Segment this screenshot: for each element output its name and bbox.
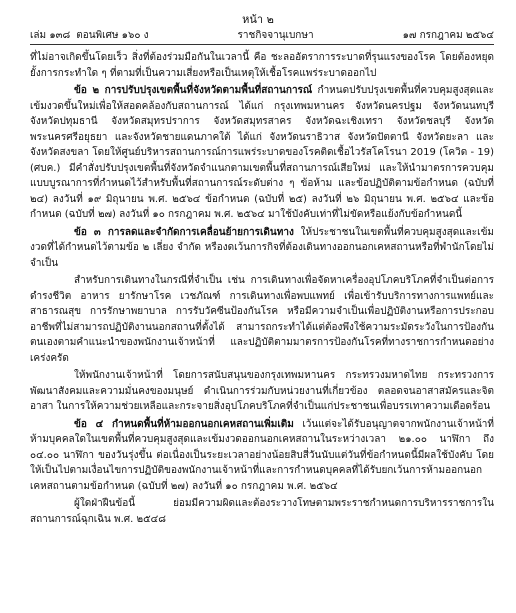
clause-3-paragraph-2: สำหรับการเดินทางในกรณีที่จำเป็น เช่น การเดินทางเพื่อจัดหาเครื่องอุปโภคบริโภคที่จำเป็นต่อการดำรงชีวิต อาหาร ยารักษาโรค เวชภัณฑ์ การเดินทางเพื่อพบแพทย์ เพื่อเข้ารับบริการทางการแพทย์และสาธารณสุข การรักษาพยาบาล การรับวัคซีนป้องกันโรค หรือมีความจำเป็นเพื่อปฏิบัติงานหรือการประกอบอาชีพที่ไม่สามารถปฏิบัติงานนอกสถานที่ตั้งได้ สามารถกระทำได้แต่ต้องพึงใช้ความระมัดระวังในการป้องกันตนเองตามคำแนะนำของพนักงานเจ้าหน้าที่ และปฏิบัติตามมาตรการป้องกันโรคที่ทางราชการกำหนดอย่างเคร่งครัด (30, 275, 494, 364)
clause-3-paragraph-3: ให้พนักงานเจ้าหน้าที่ โดยการสนับสนุนของกรุงเทพมหานคร กระทรวงมหาดไทย กระทรวงการพัฒนาสังคมและความมั่นคงของมนุษย์ ดำเนินการร่วมกับหน่วยงานที่เกี่ยวข้อง ตลอดจนอาสาสมัครและจิตอาสา ในการให้ความช่วยเหลือและกระจายสิ่งอุปโภคบริโภคที่จำเป็นแก่ประชาชนเพื่อบรรเทาความเดือดร้อน (30, 370, 494, 412)
volume-info (30, 28, 149, 43)
section-label: ตอนพิเศษ ๑๖๐ ง (76, 30, 149, 41)
gazette-header (30, 28, 494, 43)
clause-2-heading: ข้อ ๒ การปรับปรุงเขตพื้นที่จังหวัดตามพื้นที่สถานการณ์ (74, 85, 313, 96)
clause-4 (30, 417, 494, 495)
clause-3-text: ให้ประชาชนในเขตพื้นที่ควบคุมสูงสุดและเข้มงวดที่ได้กำหนดไว้ตามข้อ ๒ เลี่ยง จำกัด หรืองดเว้นการกิจที่ต้องเดินทางออกนอกเคหสถานหรือที่พำนักโดยไม่จำเป็น (30, 226, 494, 269)
document-body (30, 50, 494, 529)
clause-2 (30, 83, 494, 223)
clause-3 (30, 225, 494, 272)
clause-2-text: กำหนดปรับปรุงเขตพื้นที่ควบคุมสูงสุดและเข้มงวดขึ้นใหม่เพื่อให้สอดคล้องกับสถานการณ์ ได้แก่ กรุงเทพมหานคร จังหวัดนครปฐม จังหวัดนนทบุรี จังหวัดปทุมธานี จังหวัดสมุทรปราการ จังหวัดสมุทรสาคร จังหวัดฉะเชิงเทรา จังหวัดชลบุรี จังหวัดพระนครศรีอยุธยา และจังหวัดชายแดนภาคใต้ ได้แก่ จังหวัดนราธิวาส จังหวัดปัตตานี จังหวัดยะลา และจังหวัดสงขลา โดยให้ศูนย์บริหารสถานการณ์การแพร่ระบาดของโรคติดเชื้อไวรัสโคโรนา 2019 (โควิด - 19) (ศบค.) มีคำสั่งปรับปรุงเขตพื้นที่จังหวัดจำแนกตามเขตพื้นที่สถานการณ์เสียใหม่ และให้นำมาตรการควบคุมแบบบูรณาการที่กำหนดไว้สำหรับพื้นที่สถานการณ์ระดับต่าง ๆ ข้อห้าม และข้อปฏิบัติตามข้อกำหนด (ฉบับที่ ๒๔) ลงวันที่ ๑๙ มิถุนายน พ.ศ. ๒๕๖๔ ข้อกำหนด (ฉบับที่ ๒๕) ลงวันที่ ๒๖ มิถุนายน พ.ศ. ๒๕๖๔ และข้อกำหนด (ฉบับที่ ๒๗) ลงวันที่ ๑๐ กรกฎาคม พ.ศ. ๒๕๖๔ มาใช้บังคับเท่าที่ไม่ขัดหรือแย้งกับข้อกำหนดนี้ (30, 85, 495, 220)
page-number: หน้า ๒ (242, 13, 274, 26)
clause-4-text: เว้นแต่จะได้รับอนุญาตจากพนักงานเจ้าหน้าที่ ห้ามบุคคลใดในเขตพื้นที่ควบคุมสูงสุดและเข้มงวดออกนอกเคหสถานในระหว่างเวลา ๒๑.๐๐ นาฬิกา ถึง ๐๔.๐๐ นาฬิกา ของวันรุ่งขึ้น ต่อเนื่องเป็นระยะเวลาอย่างน้อยสิบสี่วันนับแต่วันที่ข้อกำหนดนี้มีผลใช้บังคับ โดยให้เป็นไปตามเงื่อนไขการปฏิบัติของพนักงานเจ้าหน้าที่และการกำหนดบุคคลที่ได้รับยกเว้นการห้ามออกนอกเคหสถานตามข้อกำหนด (ฉบับที่ ๒๗) ลงวันที่ ๑๐ กรกฎาคม พ.ศ. ๒๕๖๔ (30, 418, 494, 492)
volume-label: เล่ม ๑๓๘ (30, 30, 71, 41)
publication-date: ๑๗ กรกฎาคม ๒๕๖๔ (402, 30, 494, 41)
clause-3-heading: ข้อ ๓ การลดและจำกัดการเคลื่อนย้ายการเดินทาง (74, 226, 294, 238)
header-divider (30, 44, 494, 45)
clause-4-heading: ข้อ ๔ กำหนดพื้นที่ห้ามออกนอกเคหสถานเพิ่มเติม (74, 418, 294, 430)
clause-4-paragraph-2: ผู้ใดฝ่าฝืนข้อนี้ ย่อมมีความผิดและต้องระวางโทษตามพระราชกำหนดการบริหารราชการในสถานการณ์ฉุกเฉิน พ.ศ. ๒๕๔๘ (30, 498, 494, 525)
gazette-title: ราชกิจจานุเบกษา (237, 30, 314, 41)
intro-paragraph: ที่ไม่อาจเกิดขึ้นโดยเร็ว สิ่งที่ต้องร่วมมือกันในเวลานี้ คือ ชะลออัตราการระบาดที่รุนแรงของโรค โดยต้องหยุดยั้งการกระทำใด ๆ ที่ตามที่เป็นความเสี่ยงหรือเป็นเหตุให้เชื้อโรคแพร่ระบาดออกไป (30, 52, 494, 79)
